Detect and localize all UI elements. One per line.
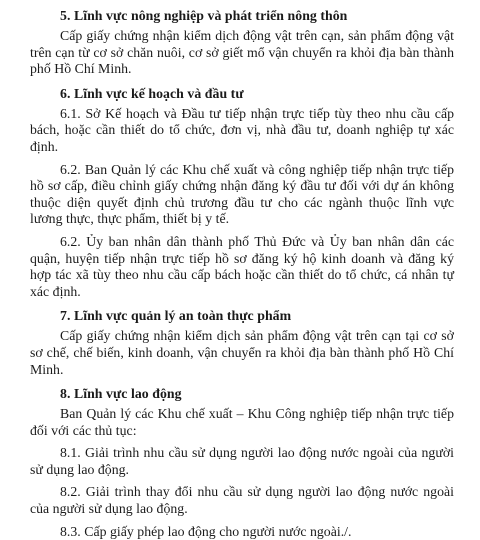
paragraph: 6.2. Ban Quản lý các Khu chế xuất và công nghiệp tiếp nhận trực tiếp hồ sơ cấp, điều chỉnh giấy chứng nhận đăng ký đầu tư đối với dự án không thuộc diện quyết định chủ trương đầu tư cho các ngành thuộc lĩnh vực lương thực, thực phẩm, thiết bị y tế. bbox=[30, 161, 454, 227]
section-heading: 6. Lĩnh vực kế hoạch và đầu tư bbox=[60, 85, 244, 101]
section-planning-investment bbox=[30, 84, 454, 301]
section-heading: 8. Lĩnh vực lao động bbox=[60, 386, 182, 402]
paragraph: 8.2. Giải trình thay đổi nhu cầu sử dụng người lao động nước ngoài của người sử dụng lao động. bbox=[30, 484, 454, 517]
section-agriculture bbox=[30, 6, 454, 78]
section-heading: 5. Lĩnh vực nông nghiệp và phát triển nông thôn bbox=[60, 8, 348, 23]
section-labor bbox=[30, 384, 454, 540]
section-food-safety bbox=[30, 306, 454, 378]
paragraph: Cấp giấy chứng nhận kiểm dịch sản phẩm động vật trên cạn tại cơ sở sơ chế, chế biến, kinh doanh, vận chuyển ra khỏi địa bàn thành phố Hồ Chí Minh. bbox=[30, 328, 454, 377]
paragraph: 6.1. Sở Kế hoạch và Đầu tư tiếp nhận trực tiếp tùy theo nhu cầu cấp bách, hoặc cần thiết do tổ chức, đơn vị, nhà đầu tư, doanh nghiệp tự xác định. bbox=[30, 105, 454, 154]
section-heading: 7. Lĩnh vực quản lý an toàn thực phẩm bbox=[60, 308, 292, 324]
paragraph: Cấp giấy chứng nhận kiểm dịch động vật trên cạn, sản phẩm động vật trên cạn từ cơ sở chăn nuôi, cơ sở giết mổ vận chuyển ra khỏi địa bàn thành phố Hồ Chí Minh. bbox=[30, 28, 454, 77]
paragraph: 6.2. Ủy ban nhân dân thành phố Thủ Đức và Ủy ban nhân dân các quận, huyện tiếp nhận trực tiếp hồ sơ đăng ký hộ kinh doanh và đăng ký hợp tác xã tùy theo nhu cầu cấp bách hoặc cần thiết do tổ chức, cá nhân tự xác định. bbox=[30, 233, 454, 299]
paragraph: 8.3. Cấp giấy phép lao động cho người nước ngoài./. bbox=[60, 523, 352, 539]
paragraph: Ban Quản lý các Khu chế xuất – Khu Công nghiệp tiếp nhận trực tiếp đối với các thủ tục: bbox=[30, 406, 454, 438]
paragraph: 8.1. Giải trình nhu cầu sử dụng người lao động nước ngoài của người sử dụng lao động. bbox=[30, 445, 454, 477]
